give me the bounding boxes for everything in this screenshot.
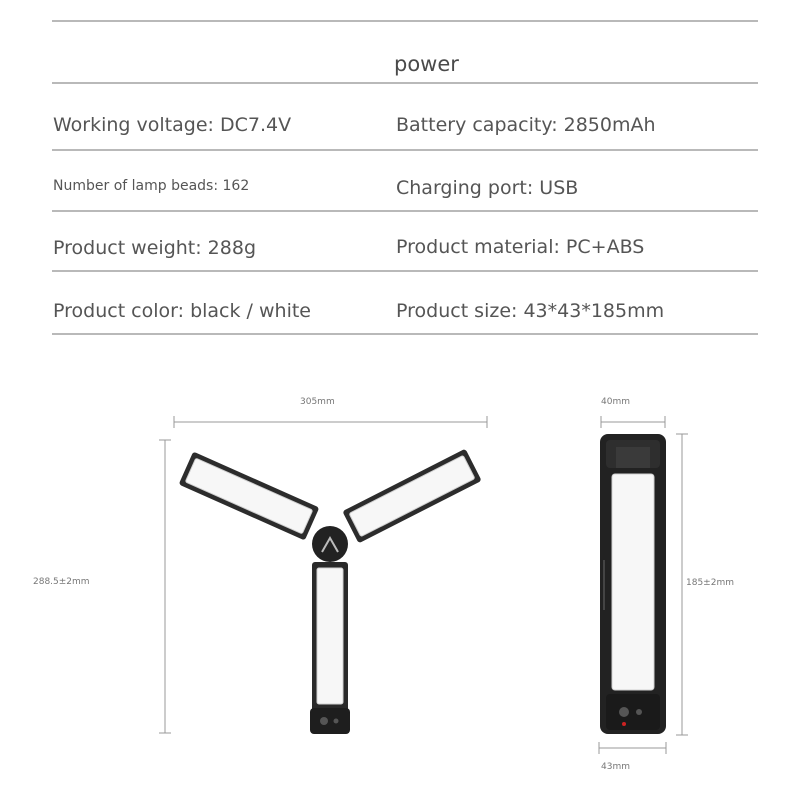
hinge-knob xyxy=(312,526,348,562)
spec-battery-capacity: Battery capacity: 2850mAh xyxy=(396,114,656,136)
closed-lamp-base xyxy=(606,694,660,730)
closed-lamp-top-width-line xyxy=(601,416,665,428)
right-light-panel xyxy=(342,449,481,544)
left-light-panel xyxy=(179,451,320,540)
open-lamp-height-label: 288.5±2mm xyxy=(33,577,90,587)
closed-lamp-bottom-width-label: 43mm xyxy=(601,762,630,772)
closed-lamp-bottom-width-line xyxy=(599,742,666,754)
closed-lamp-illustration xyxy=(600,434,666,734)
spec-charging-port: Charging port: USB xyxy=(396,177,579,199)
spec-working-voltage: Working voltage: DC7.4V xyxy=(53,114,292,136)
open-lamp-height-line xyxy=(159,440,171,733)
open-lamp-width-line xyxy=(174,416,487,428)
closed-light-panel xyxy=(612,474,654,690)
spec-lamp-beads: Number of lamp beads: 162 xyxy=(53,178,250,194)
open-lamp-illustration xyxy=(179,449,482,734)
spec-product-weight: Product weight: 288g xyxy=(53,237,257,259)
table-title: power xyxy=(394,52,459,76)
open-lamp-width-label: 305mm xyxy=(300,397,335,407)
spec-product-color: Product color: black / white xyxy=(53,300,311,322)
lamp-base xyxy=(310,708,350,734)
closed-lamp-top-width-label: 40mm xyxy=(601,397,630,407)
closed-lamp-height-label: 185±2mm xyxy=(686,578,734,588)
spec-product-material: Product material: PC+ABS xyxy=(396,236,645,258)
spec-product-size: Product size: 43*43*185mm xyxy=(396,300,665,322)
